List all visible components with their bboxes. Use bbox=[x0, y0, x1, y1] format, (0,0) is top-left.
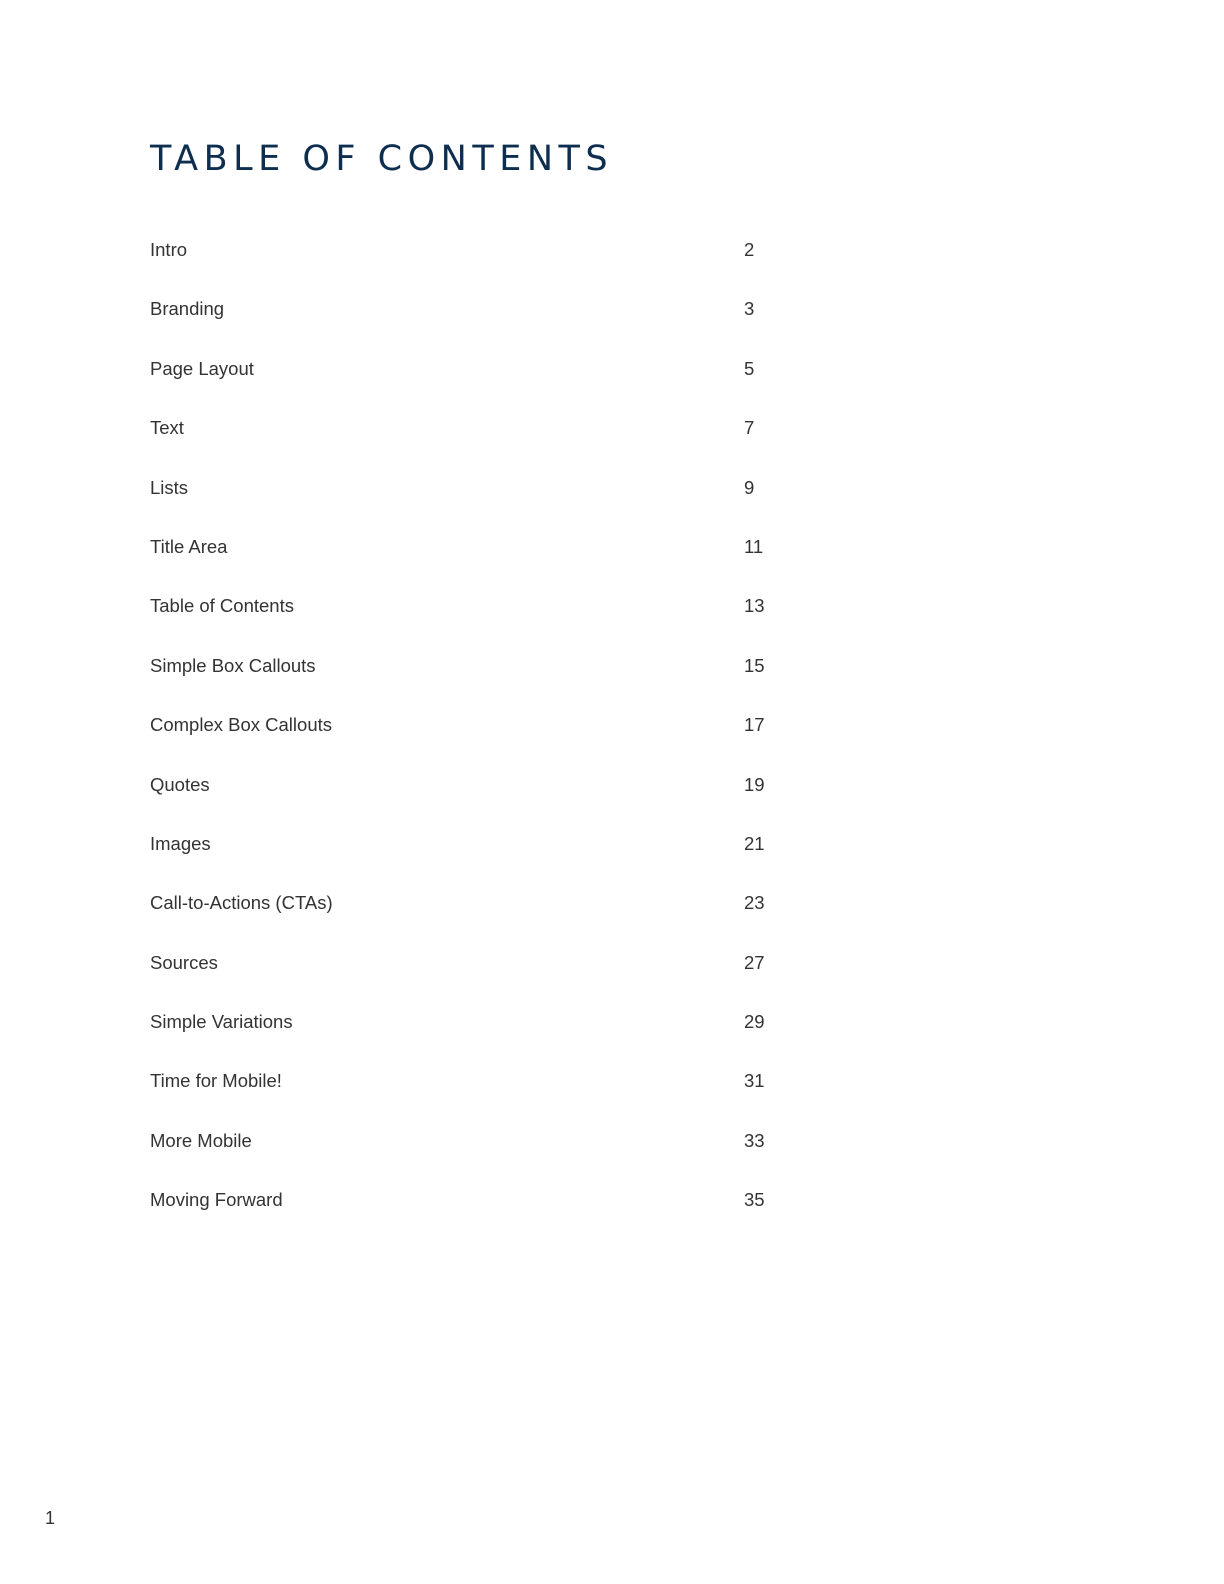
toc-entry-label: Text bbox=[150, 417, 184, 439]
toc-entry[interactable] bbox=[150, 291, 830, 350]
toc-entry[interactable] bbox=[150, 1123, 830, 1182]
toc-entry-page: 31 bbox=[744, 1070, 765, 1092]
toc-entry-page: 2 bbox=[744, 239, 755, 260]
toc-entry[interactable] bbox=[150, 232, 830, 291]
toc-entry[interactable] bbox=[150, 1063, 830, 1122]
toc-entry-page: 5 bbox=[744, 357, 755, 379]
page-title: TABLE OF CONTENTS bbox=[150, 139, 614, 179]
toc-entry-label: Page Layout bbox=[150, 357, 254, 379]
toc-entry-label: Complex Box Callouts bbox=[150, 714, 332, 736]
toc-entry[interactable] bbox=[150, 529, 830, 588]
toc-entry-label: More Mobile bbox=[150, 1129, 252, 1151]
toc-entry-page: 27 bbox=[744, 951, 765, 973]
toc-entry-page: 9 bbox=[744, 476, 755, 498]
toc-entry-page: 3 bbox=[744, 298, 755, 320]
toc-entry-page: 35 bbox=[744, 1189, 765, 1211]
toc-entry-page: 33 bbox=[744, 1129, 765, 1151]
toc-entry-page: 11 bbox=[744, 535, 764, 557]
toc-entry[interactable] bbox=[150, 1182, 830, 1241]
toc-entry-page: 7 bbox=[744, 417, 755, 439]
toc-entry-label: Title Area bbox=[150, 535, 228, 557]
toc-list bbox=[150, 232, 830, 1242]
toc-entry-label: Intro bbox=[150, 239, 188, 260]
toc-entry[interactable] bbox=[150, 826, 830, 885]
toc-entry[interactable] bbox=[150, 470, 830, 529]
toc-entry[interactable] bbox=[150, 1004, 830, 1063]
toc-entry-label: Branding bbox=[150, 298, 225, 320]
toc-entry[interactable] bbox=[150, 707, 830, 766]
toc-entry[interactable] bbox=[150, 648, 830, 707]
toc-entry-page: 15 bbox=[744, 654, 765, 676]
toc-entry-page: 23 bbox=[744, 892, 765, 914]
toc-entry[interactable] bbox=[150, 885, 830, 944]
toc-entry-label: Table of Contents bbox=[150, 595, 294, 617]
toc-entry-page: 29 bbox=[744, 1011, 765, 1033]
toc-entry[interactable] bbox=[150, 588, 830, 647]
toc-entry[interactable] bbox=[150, 945, 830, 1004]
toc-entry-page: 13 bbox=[744, 595, 765, 617]
toc-entry[interactable] bbox=[150, 351, 830, 410]
toc-entry-label: Simple Variations bbox=[150, 1011, 293, 1033]
toc-entry-page: 21 bbox=[744, 832, 765, 854]
toc-entry[interactable] bbox=[150, 767, 830, 826]
toc-entry-label: Moving Forward bbox=[150, 1189, 283, 1211]
toc-entry-label: Simple Box Callouts bbox=[150, 654, 316, 676]
toc-entry-label: Lists bbox=[150, 476, 189, 498]
toc-entry-label: Quotes bbox=[150, 773, 210, 795]
toc-entry-page: 17 bbox=[744, 714, 765, 736]
toc-entry-label: Call-to-Actions (CTAs) bbox=[150, 892, 333, 914]
toc-entry-label: Sources bbox=[150, 951, 218, 973]
page-number: 1 bbox=[45, 1508, 56, 1528]
toc-entry-label: Images bbox=[150, 832, 211, 854]
toc-entry-label: Time for Mobile! bbox=[150, 1070, 282, 1092]
toc-entry[interactable] bbox=[150, 410, 830, 469]
toc-entry-page: 19 bbox=[744, 773, 765, 795]
